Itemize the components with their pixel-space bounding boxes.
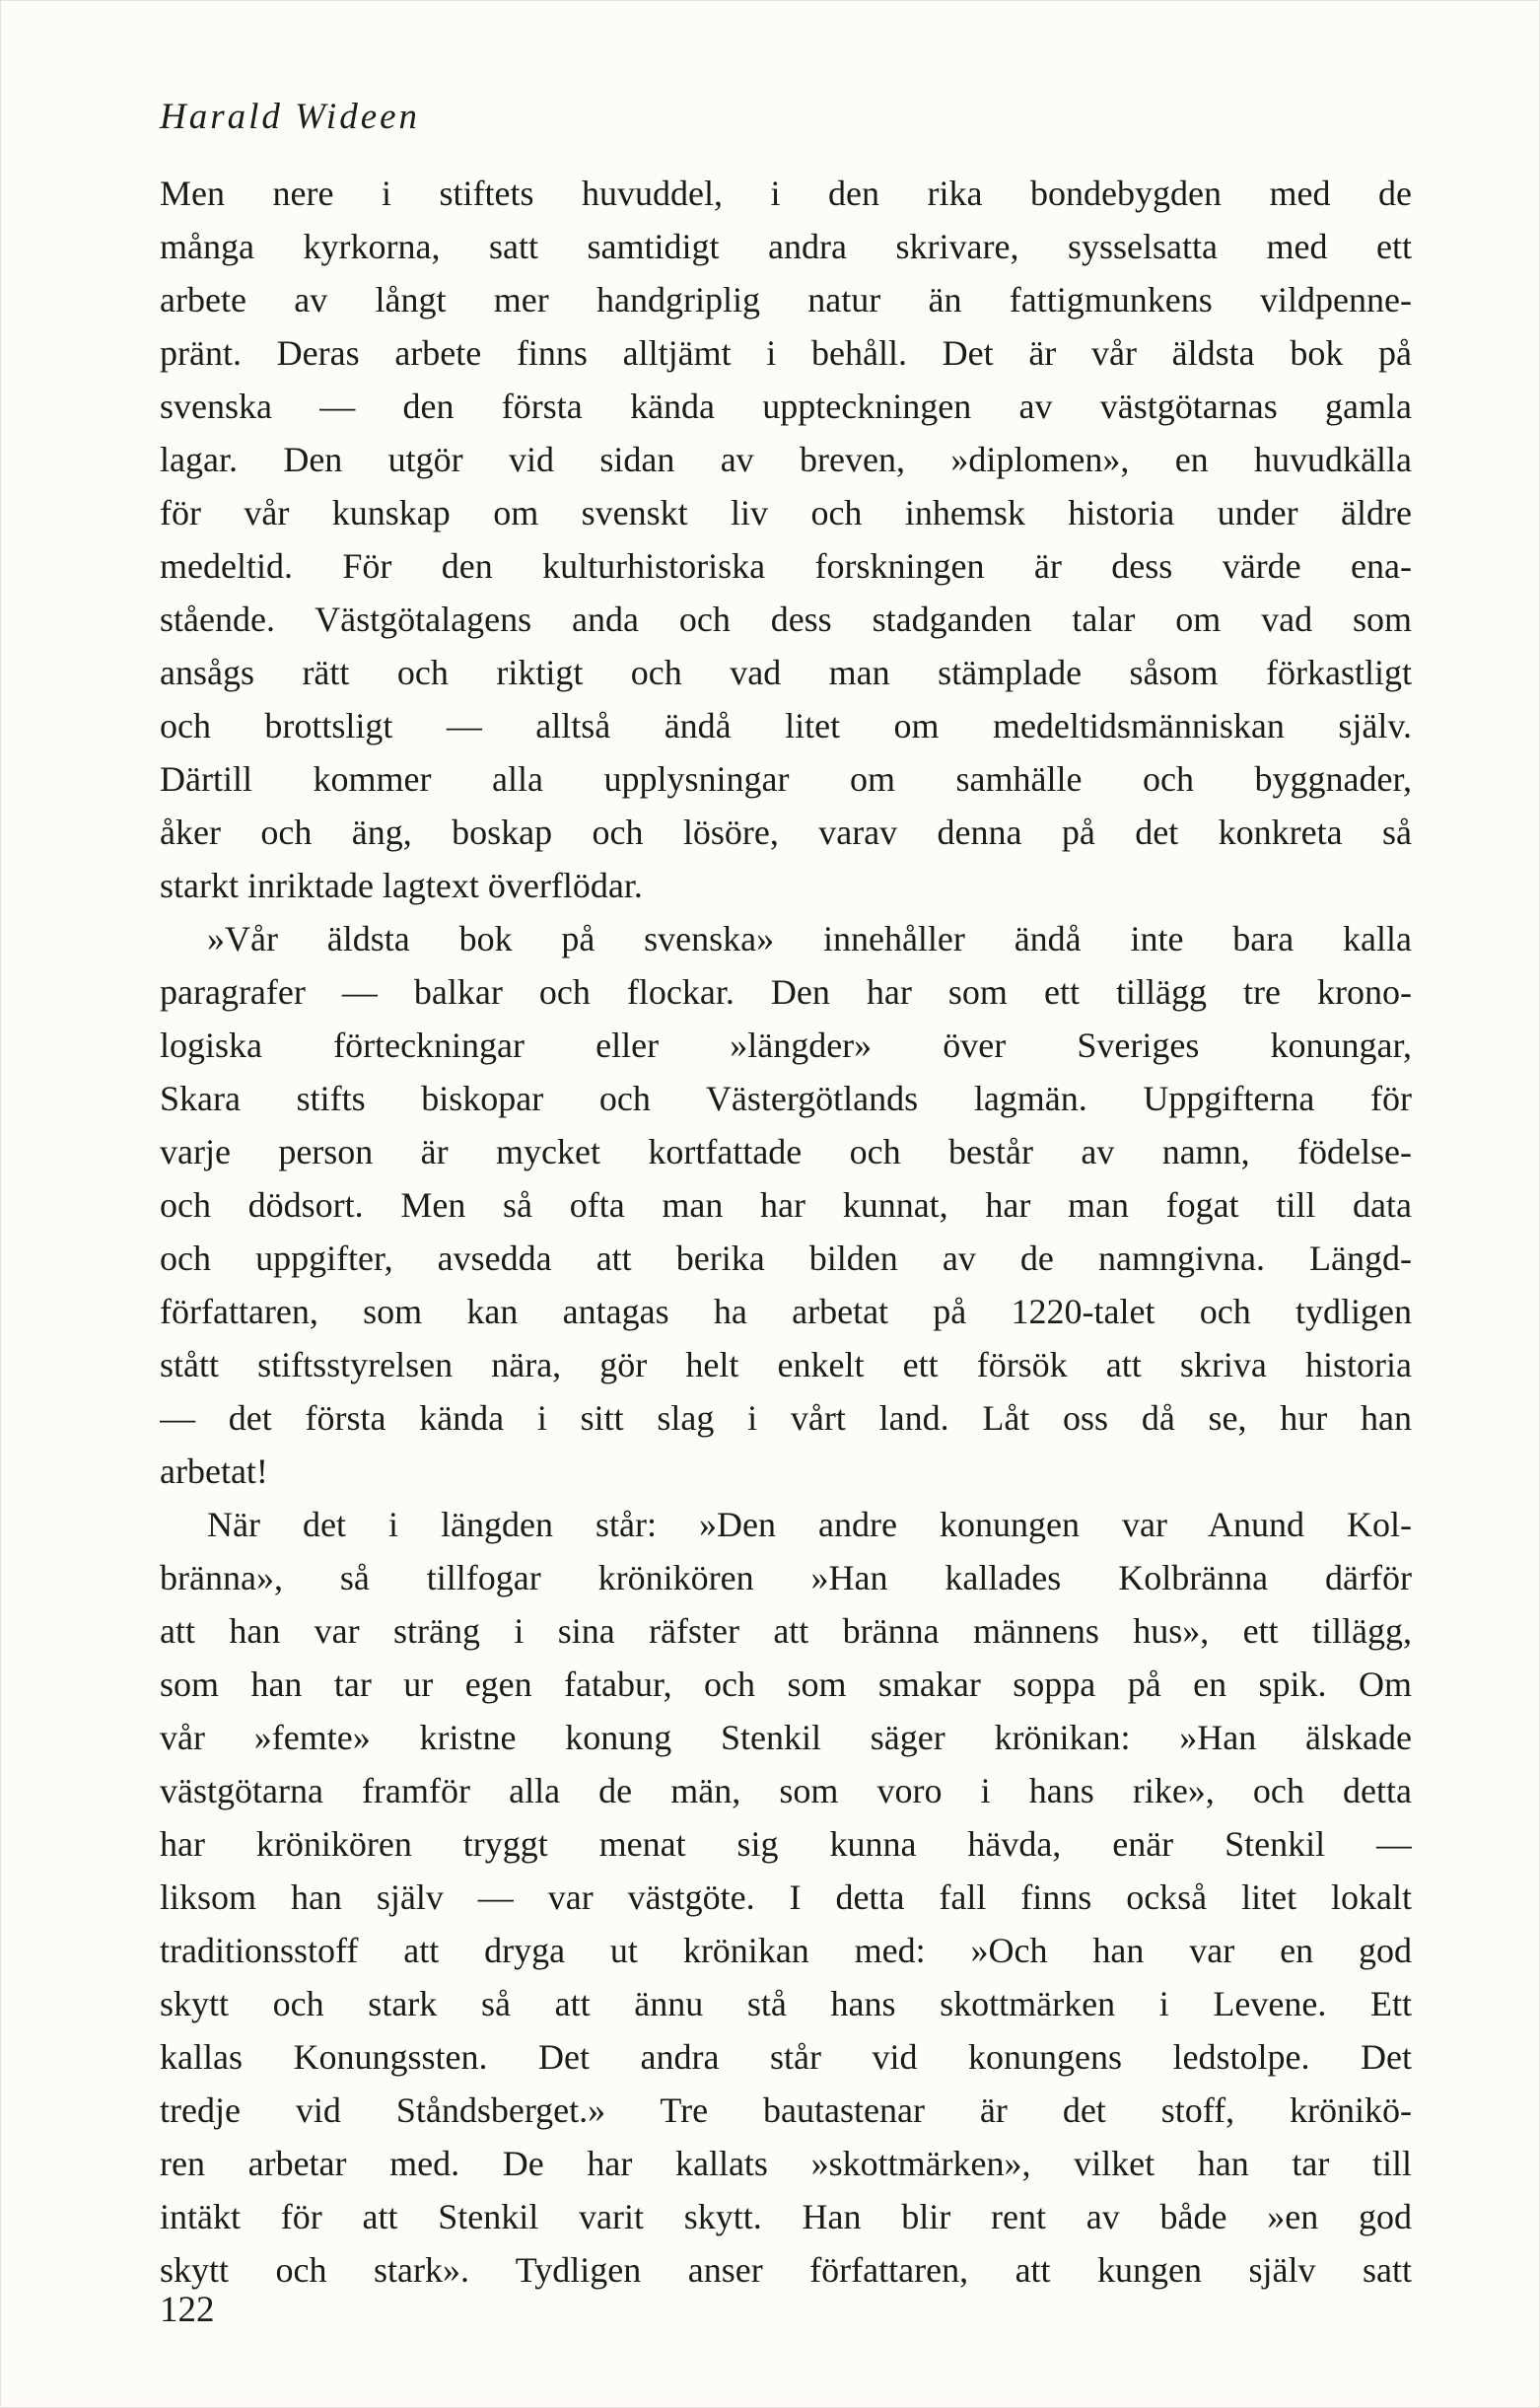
text-line: tredje vid Ståndsberget.» Tre bautastenar är det stoff, krönikö-: [160, 2090, 1412, 2130]
text-line: stående. Västgötalagens anda och dess stadganden talar om vad som: [160, 600, 1412, 639]
text-line: traditionsstoff att dryga ut krönikan med: »Och han var en god: [160, 1931, 1412, 1970]
text-line: har krönikören tryggt menat sig kunna hävda, enär Stenkil —: [160, 1824, 1412, 1864]
text-line: Men nere i stiftets huvuddel, i den rika bondebygden med de: [160, 174, 1412, 213]
text-line: liksom han själv — var västgöte. I detta fall finns också litet lokalt: [160, 1877, 1412, 1917]
text-line: logiska förteckningar eller »längder» över Sveriges konungar,: [160, 1026, 1412, 1065]
text-line: paragrafer — balkar och flockar. Den har som ett tillägg tre krono-: [160, 972, 1412, 1012]
running-head: Harald Wideen: [160, 97, 421, 137]
page-number: 122: [160, 2290, 215, 2330]
body-text: [160, 167, 1412, 2297]
text-line: skytt och stark». Tydligen anser författaren, att kungen själv satt: [160, 2250, 1412, 2290]
text-line: för vår kunskap om svenskt liv och inhemsk historia under äldre: [160, 493, 1412, 532]
text-line: pränt. Deras arbete finns alltjämt i behåll. Det är vår äldsta bok på: [160, 333, 1412, 373]
text-line: vår »femte» kristne konung Stenkil säger krönikan: »Han älskade: [160, 1718, 1412, 1757]
text-line: ansågs rätt och riktigt och vad man stämplade såsom förkastligt: [160, 653, 1412, 692]
text-line: intäkt för att Stenkil varit skytt. Han blir rent av både »en god: [160, 2197, 1412, 2236]
text-line: att han var sträng i sina räfster att bränna männens hus», ett tillägg,: [160, 1611, 1412, 1651]
text-line: och uppgifter, avsedda att berika bilden av de namngivna. Längd-: [160, 1239, 1412, 1278]
text-line: Därtill kommer alla upplysningar om samhälle och byggnader,: [160, 759, 1412, 799]
paragraph-1: [160, 167, 1412, 912]
text-line: västgötarna framför alla de män, som voro i hans rike», och detta: [160, 1771, 1412, 1810]
text-line: lagar. Den utgör vid sidan av breven, »diplomen», en huvudkälla: [160, 440, 1412, 479]
text-line: åker och äng, boskap och lösöre, varav denna på det konkreta så: [160, 813, 1412, 852]
text-line: kallas Konungssten. Det andra står vid konungens ledstolpe. Det: [160, 2037, 1412, 2077]
text-line: — det första kända i sitt slag i vårt land. Låt oss då se, hur han: [160, 1398, 1412, 1438]
text-line: ren arbetar med. De har kallats »skottmärken», vilket han tar till: [160, 2144, 1412, 2183]
text-line: starkt inriktade lagtext överflödar.: [160, 866, 643, 905]
text-line: bränna», så tillfogar krönikören »Han kallades Kolbränna därför: [160, 1558, 1412, 1597]
text-line: Skara stifts biskopar och Västergötlands lagmän. Uppgifterna för: [160, 1079, 1412, 1118]
text-line: som han tar ur egen fatabur, och som smakar soppa på en spik. Om: [160, 1664, 1412, 1704]
text-line: När det i längden står: »Den andre konungen var Anund Kol-: [207, 1505, 1412, 1544]
text-line: »Vår äldsta bok på svenska» innehåller ändå inte bara kalla: [207, 919, 1412, 958]
text-line: och brottsligt — alltså ändå litet om medeltidsmänniskan själv.: [160, 706, 1412, 745]
text-line: många kyrkorna, satt samtidigt andra skrivare, sysselsatta med ett: [160, 227, 1412, 266]
text-line: arbetat!: [160, 1452, 268, 1491]
paragraph-2: [160, 912, 1412, 1498]
text-line: svenska — den första kända uppteckningen av västgötarnas gamla: [160, 387, 1412, 426]
text-line: och dödsort. Men så ofta man har kunnat, har man fogat till data: [160, 1185, 1412, 1225]
paragraph-3: [160, 1498, 1412, 2297]
text-line: arbete av långt mer handgriplig natur än fattigmunkens vildpenne-: [160, 280, 1412, 319]
text-line: varje person är mycket kortfattade och består av namn, födelse-: [160, 1132, 1412, 1171]
text-line: författaren, som kan antagas ha arbetat på 1220-talet och tydligen: [160, 1292, 1412, 1331]
text-line: medeltid. För den kulturhistoriska forskningen är dess värde ena-: [160, 546, 1412, 586]
text-line: skytt och stark så att ännu stå hans skottmärken i Levene. Ett: [160, 1984, 1412, 2023]
text-line: stått stiftsstyrelsen nära, gör helt enkelt ett försök att skriva historia: [160, 1345, 1412, 1384]
